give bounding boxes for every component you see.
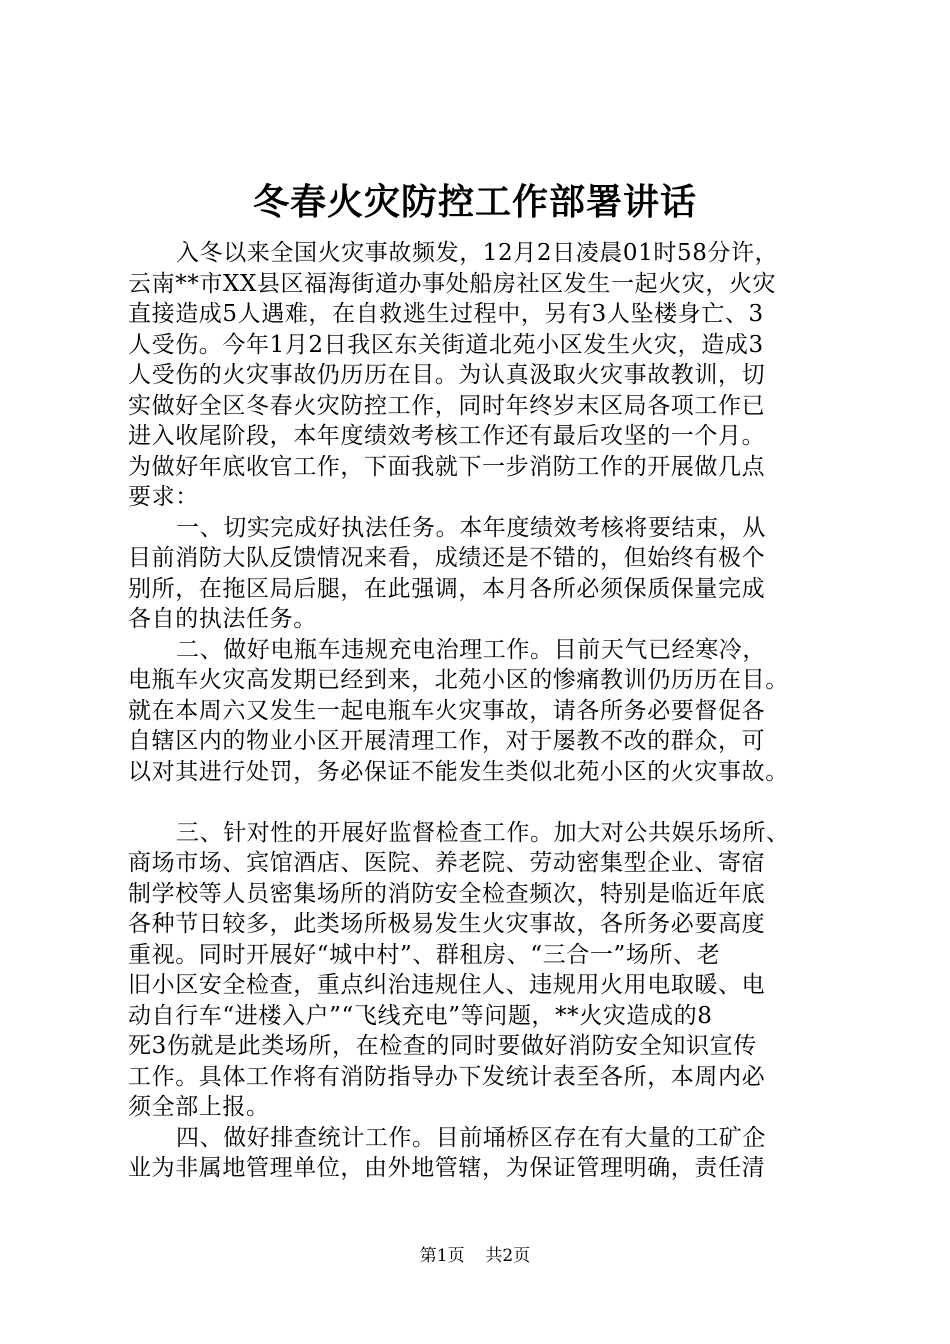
text-line: 人受伤。今年1月2日我区东关街道北苑小区发生火灾，造成3 bbox=[128, 331, 764, 358]
text-line: 直接造成5人遇难，在自救逃生过程中，另有3人坠楼身亡、3 bbox=[128, 301, 764, 327]
text-line: 各种节日较多，此类场所极易发生火灾事故，各所务必要高度 bbox=[128, 911, 766, 937]
page-footer bbox=[0, 1244, 950, 1268]
text-line: 二、做好电瓶车违规充电治理工作。目前天气已经寒冷， bbox=[176, 636, 766, 663]
text-line: 须全部上报。 bbox=[128, 1094, 270, 1120]
text-line bbox=[128, 787, 848, 818]
text-line: 一、切实完成好执法任务。本年度绩效考核将要结束，从 bbox=[176, 514, 766, 541]
document-title: 冬春火灾防控工作部署讲话 bbox=[252, 181, 697, 223]
text-line: 为做好年底收官工作，下面我就下一步消防工作的开展做几点 bbox=[128, 453, 766, 480]
text-line: 实做好全区冬春火灾防控工作，同时年终岁末区局各项工作已 bbox=[128, 392, 766, 419]
text-line: 以对其进行处罚，务必保证不能发生类似北苑小区的火灾事故。 bbox=[128, 758, 789, 785]
text-line: 三、针对性的开展好监督检查工作。加大对公共娱乐场所、 bbox=[176, 819, 790, 846]
text-line: 动自行车“进楼入户”“飞线充电”等问题，**火灾造成的8 bbox=[128, 1002, 713, 1029]
text-line: 制学校等人员密集场所的消防安全检查频次，特别是临近年底 bbox=[128, 880, 766, 907]
text-line: 电瓶车火灾高发期已经到来，北苑小区的惨痛教训仍历历在目。 bbox=[128, 667, 789, 693]
text-line: 入冬以来全国火灾事故频发，12月2日凌晨01时58分许， bbox=[176, 240, 779, 266]
text-line: 工作。具体工作将有消防指导办下发统计表至各所，本周内必 bbox=[128, 1063, 766, 1090]
page-total: 共2页 bbox=[485, 1246, 531, 1266]
text-line: 要求： bbox=[128, 484, 199, 510]
text-line: 四、做好排查统计工作。目前埇桥区存在有大量的工矿企 bbox=[176, 1124, 766, 1151]
text-line: 进入收尾阶段，本年度绩效考核工作还有最后攻坚的一个月。 bbox=[128, 423, 766, 449]
text-line: 自辖区内的物业小区开展清理工作，对于屡教不改的群众，可 bbox=[128, 728, 766, 754]
page-number: 第1页 bbox=[419, 1246, 465, 1266]
text-line: 别所，在拖区局后腿，在此强调，本月各所必须保质保量完成 bbox=[128, 575, 766, 602]
text-line: 死3伤就是此类场所，在检查的同时要做好消防安全知识宣传 bbox=[128, 1033, 757, 1059]
text-line: 云南**市XX县区福海街道办事处船房社区发生一起火灾，火灾 bbox=[128, 270, 777, 297]
text-line: 各自的执法任务。 bbox=[128, 606, 317, 632]
text-line: 人受伤的火灾事故仍历历在目。为认真汲取火灾事故教训，切 bbox=[128, 362, 766, 388]
text-line: 旧小区安全检查，重点纠治违规住人、违规用火用电取暖、电 bbox=[128, 972, 766, 998]
document-body bbox=[128, 238, 848, 1184]
text-line: 业为非属地管理单位，由外地管辖，为保证管理明确，责任清 bbox=[128, 1155, 766, 1181]
text-line: 就在本周六又发生一起电瓶车火灾事故，请各所务必要督促各 bbox=[128, 697, 766, 724]
text-line: 重视。同时开展好“城中村”、群租房、“三合一”场所、老 bbox=[128, 941, 721, 968]
text-line: 商场市场、宾馆酒店、医院、养老院、劳动密集型企业、寄宿 bbox=[128, 850, 766, 876]
text-line: 目前消防大队反馈情况来看，成绩还是不错的，但始终有极个 bbox=[128, 545, 766, 571]
